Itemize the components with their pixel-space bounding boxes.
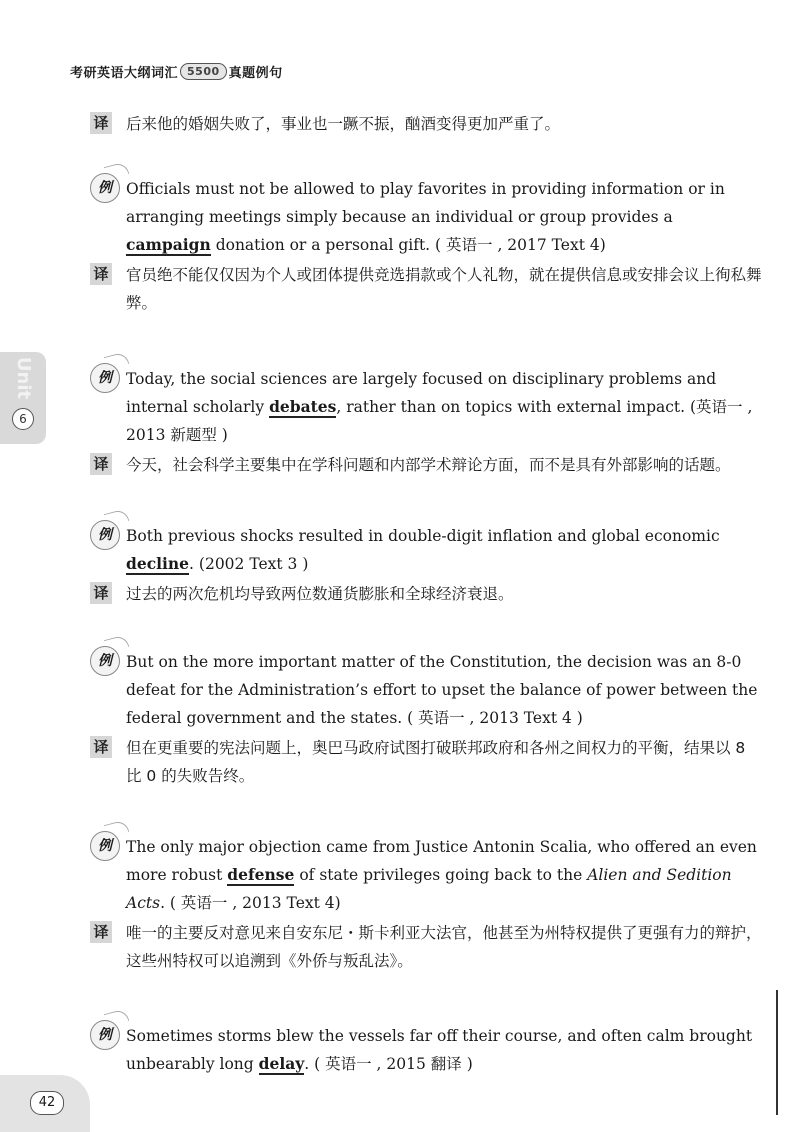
example-block bbox=[90, 522, 762, 608]
translation-text: 但在更重要的宪法问题上，奥巴马政府试图打破联邦政府和各州之间权力的平衡，结果以 8 比 0 的失败告终。 bbox=[126, 739, 746, 785]
translation bbox=[90, 110, 762, 138]
translation bbox=[90, 734, 762, 790]
keyword: delay bbox=[258, 1054, 305, 1073]
header-badge: 5500 bbox=[180, 63, 227, 80]
translation bbox=[90, 451, 762, 479]
example-marker: 例 bbox=[90, 646, 120, 676]
translation bbox=[90, 261, 762, 317]
example-text: donation or a personal gift. bbox=[210, 236, 431, 254]
example-text: Officials must not be allowed to play favorites in providing information or in arranging meetings simply because an individual or group provides a bbox=[126, 180, 725, 226]
example-text: The only major objection came from Justice Antonin Scalia, who offered an even more robust bbox=[126, 838, 757, 884]
source-citation: (英语一 , 2013 新题型 ) bbox=[126, 398, 753, 444]
example-block bbox=[90, 648, 762, 790]
example-marker: 例 bbox=[90, 520, 120, 550]
example-text: . bbox=[189, 555, 194, 573]
example-block bbox=[90, 1022, 762, 1078]
translation-text: 后来他的婚姻失败了，事业也一蹶不振，酗酒变得更加严重了。 bbox=[126, 115, 561, 133]
example-block bbox=[90, 365, 762, 479]
source-citation: ( 英语一 , 2013 Text 4 ) bbox=[402, 709, 583, 727]
example-marker: 例 bbox=[90, 1020, 120, 1050]
example-text: , rather than on topics with external impact. bbox=[336, 398, 686, 416]
translation-marker: 译 bbox=[90, 112, 112, 134]
translation-marker: 译 bbox=[90, 453, 112, 475]
unit-tab-number: 6 bbox=[12, 408, 34, 430]
example-text: Today, the social sciences are largely focused on disciplinary problems and internal scholarly bbox=[126, 370, 717, 416]
keyword: debates bbox=[269, 397, 337, 416]
example-sentence bbox=[90, 522, 762, 578]
translation-marker: 译 bbox=[90, 263, 112, 285]
example-block bbox=[90, 175, 762, 317]
example-sentence bbox=[90, 365, 762, 449]
translation-marker: 译 bbox=[90, 921, 112, 943]
example-sentence bbox=[90, 175, 762, 259]
page-number: 42 bbox=[30, 1091, 64, 1115]
translation-marker: 译 bbox=[90, 582, 112, 604]
translation-text: 官员绝不能仅仅因为个人或团体提供竞选捐款或个人礼物，就在提供信息或安排会议上徇私舞弊。 bbox=[126, 266, 762, 312]
source-citation: (2002 Text 3 ) bbox=[193, 555, 309, 573]
example-text: But on the more important matter of the Constitution, the decision was an 8-0 defeat for the Administration’s effort to upset the balance of power between the federal government and the states. bbox=[126, 653, 758, 727]
keyword: defense bbox=[227, 865, 295, 884]
translation bbox=[90, 919, 762, 975]
example-text: . bbox=[304, 1055, 310, 1073]
keyword: decline bbox=[126, 554, 190, 573]
translation bbox=[90, 580, 762, 608]
translation-text: 今天，社会科学主要集中在学科问题和内部学术辩论方面，而不是具有外部影响的话题。 bbox=[126, 456, 731, 474]
header-title-suffix: 真题例句 bbox=[228, 66, 283, 81]
translation-text: 过去的两次危机均导致两位数通货膨胀和全球经济衰退。 bbox=[126, 585, 514, 603]
translation-block bbox=[90, 108, 762, 138]
running-header bbox=[70, 62, 283, 81]
translation-marker: 译 bbox=[90, 736, 112, 758]
example-marker: 例 bbox=[90, 363, 120, 393]
source-citation: ( 英语一 , 2015 翻译 ) bbox=[309, 1055, 473, 1073]
keyword: campaign bbox=[126, 235, 211, 254]
page-number-tab bbox=[0, 1075, 90, 1132]
example-block bbox=[90, 833, 762, 975]
page-edge-line bbox=[776, 990, 778, 1115]
unit-tab-label: Unit bbox=[13, 356, 34, 400]
header-title-prefix: 考研英语大纲词汇 bbox=[70, 66, 179, 81]
source-citation: ( 英语一 , 2013 Text 4) bbox=[165, 894, 341, 912]
example-marker: 例 bbox=[90, 831, 120, 861]
example-sentence bbox=[90, 1022, 762, 1078]
example-sentence bbox=[90, 833, 762, 917]
translation-text: 唯一的主要反对意见来自安东尼・斯卡利亚大法官，他甚至为州特权提供了更强有力的辩护，这些州特权可以追溯到《外侨与叛乱法》。 bbox=[126, 924, 762, 970]
example-text: Sometimes storms blew the vessels far off their course, and often calm brought unbearably long bbox=[126, 1027, 753, 1073]
example-sentence bbox=[90, 648, 762, 732]
italic-title: Alien and Sedition Acts bbox=[126, 866, 732, 912]
example-text: . bbox=[160, 894, 165, 912]
example-text: of state privileges going back to the bbox=[294, 866, 588, 884]
example-text: Both previous shocks resulted in double-digit inflation and global economic bbox=[126, 527, 720, 545]
source-citation: ( 英语一 , 2017 Text 4) bbox=[430, 236, 606, 254]
unit-tab bbox=[0, 352, 46, 444]
example-marker: 例 bbox=[90, 173, 120, 203]
